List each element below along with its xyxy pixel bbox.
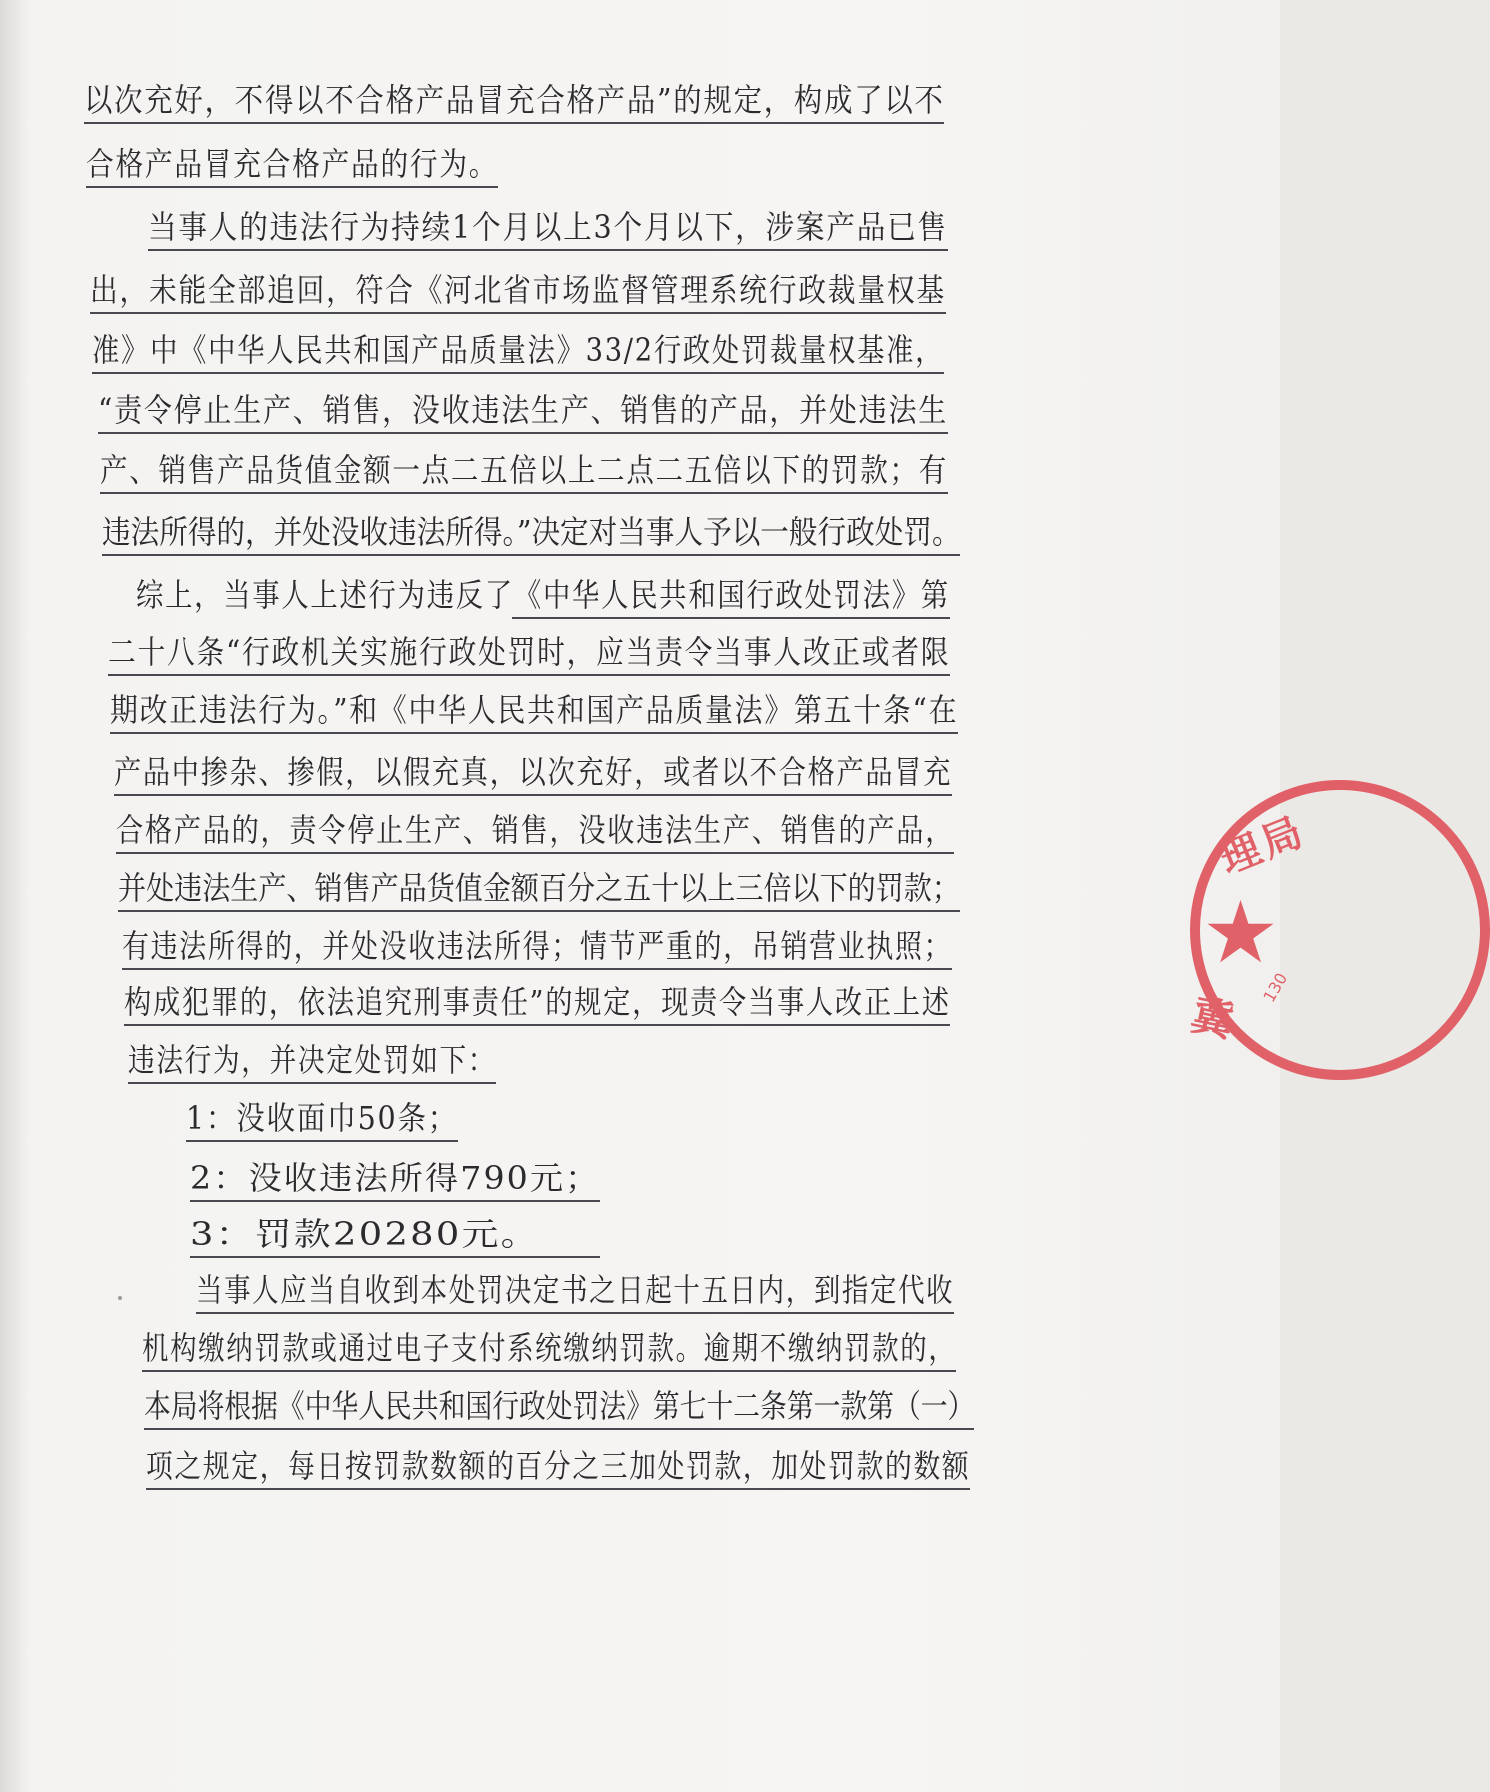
- seal-text-side: 冀: [1186, 990, 1239, 1047]
- underline-24: [146, 1488, 970, 1490]
- text-line-22: 机构缴纳罚款或通过电子支付系统缴纳罚款。逾期不缴纳罚款的，: [142, 1329, 957, 1367]
- text-line-5: 准》中《中华人民共和国产品质量法》33/2行政处罚裁量权基准，: [92, 331, 945, 369]
- text-line-24: 项之规定，每日按罚款数额的百分之三加处罚款，加处罚款的数额: [146, 1447, 971, 1485]
- text-line-8: 违法所得的，并处没收违法所得。”决定对当事人予以一般行政处罚。: [102, 513, 961, 551]
- text-line-16: 构成犯罪的，依法追究刑事责任”的规定，现责令当事人改正上述: [124, 983, 951, 1021]
- underline-22: [142, 1370, 956, 1372]
- text-line-21: 当事人应当自收到本处罚决定书之日起十五日内，到指定代收: [196, 1271, 955, 1309]
- text-line-18: 1：没收面巾50条；: [186, 1099, 459, 1137]
- text-line-23: 本局将根据《中华人民共和国行政处罚法》第七十二条第一款第（一）: [144, 1387, 975, 1425]
- text-line-6: “责令停止生产、销售，没收违法生产、销售的产品，并处违法生: [98, 391, 949, 429]
- text-line-14: 并处违法生产、销售产品货值金额百分之五十以上三倍以下的罚款；: [118, 869, 960, 907]
- underline-6: [98, 432, 948, 434]
- underline-12: [114, 794, 952, 796]
- text-line-17: 违法行为，并决定处罚如下：: [128, 1041, 497, 1079]
- seal-text-top: 理局: [1213, 807, 1313, 884]
- underline-9: [512, 617, 950, 619]
- text-line-10: 二十八条“行政机关实施行政处罚时，应当责令当事人改正或者限: [108, 633, 951, 671]
- seal-number: 130: [1259, 969, 1292, 1006]
- text-line-20: 3：罚款20280元。: [190, 1215, 540, 1253]
- underline-14: [118, 910, 960, 912]
- text-line-4: 出，未能全部追回，符合《河北省市场监督管理系统行政裁量权基: [90, 271, 946, 309]
- underline-20: [190, 1256, 600, 1258]
- text-line-15: 有违法所得的，并处没收违法所得；情节严重的，吊销营业执照；: [122, 927, 953, 965]
- text-line-2: 合格产品冒充合格产品的行为。: [86, 145, 499, 183]
- underline-17: [128, 1082, 496, 1084]
- underline-18: [186, 1140, 458, 1142]
- underline-8: [102, 554, 960, 556]
- underline-23: [144, 1428, 974, 1430]
- underline-16: [124, 1024, 950, 1026]
- text-line-3: 当事人的违法行为持续1个月以上3个月以下，涉案产品已售: [148, 208, 948, 246]
- underline-3: [148, 249, 948, 251]
- text-line-1: 以次充好，不得以不合格产品冒充合格产品”的规定，构成了以不: [84, 81, 945, 119]
- text-line-12: 产品中掺杂、掺假，以假充真，以次充好，或者以不合格产品冒充: [114, 753, 953, 791]
- text-line-13: 合格产品的，责令停止生产、销售，没收违法生产、销售的产品，: [116, 811, 955, 849]
- underline-4: [90, 312, 946, 314]
- text-line-19: 2：没收违法所得790元；: [190, 1159, 601, 1197]
- text-line-7: 产、销售产品货值金额一点二五倍以上二点二五倍以下的罚款；有: [100, 451, 948, 489]
- underline-19: [190, 1200, 600, 1202]
- underline-11: [110, 732, 958, 734]
- underline-15: [122, 968, 952, 970]
- underline-2: [86, 186, 498, 188]
- star-icon: ★: [1202, 883, 1280, 983]
- text-line-11: 期改正违法行为。”和《中华人民共和国产品质量法》第五十条“在: [110, 691, 959, 729]
- underline-1: [84, 122, 944, 124]
- underline-7: [100, 492, 948, 494]
- underline-5: [92, 372, 944, 374]
- underline-10: [108, 674, 950, 676]
- paper-speck: [118, 1296, 122, 1300]
- underline-13: [116, 852, 954, 854]
- text-line-9: 综上，当事人上述行为违反了《中华人民共和国行政处罚法》第: [136, 576, 950, 614]
- underline-21: [196, 1312, 954, 1314]
- official-seal: [1186, 780, 1490, 1080]
